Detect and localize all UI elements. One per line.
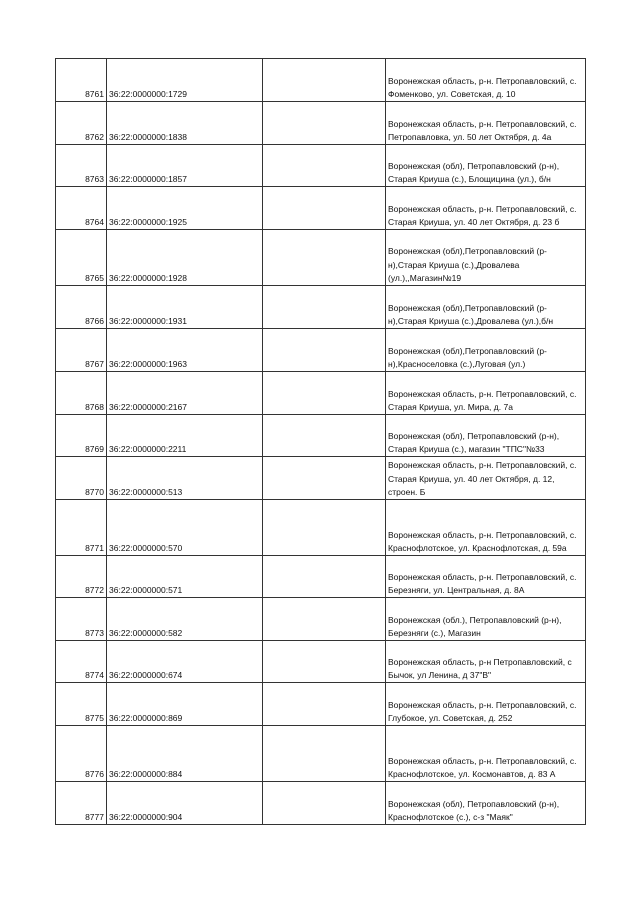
empty-cell	[263, 782, 386, 825]
cadastral-number-cell: 36:22:0000000:884	[107, 726, 263, 782]
cadastral-number-cell: 36:22:0000000:869	[107, 683, 263, 726]
table-row	[56, 59, 586, 102]
table-row	[56, 457, 586, 500]
row-number-cell: 8774	[56, 641, 107, 683]
address-cell: Воронежская область, р-н. Петропавловский, с. Краснофлотское, ул. Космонавтов, д. 83 А	[386, 726, 586, 782]
empty-cell	[263, 726, 386, 782]
cadastral-number-cell: 36:22:0000000:1931	[107, 286, 263, 329]
empty-cell	[263, 500, 386, 556]
address-cell: Воронежская (обл), Петропавловский (р-н), Краснофлотское (с.), с-з "Маяк"	[386, 782, 586, 825]
empty-cell	[263, 683, 386, 726]
empty-cell	[263, 598, 386, 641]
address-cell: Воронежская (обл), Петропавловский (р-н), Старая Криуша (с.), магазин "ТПС"№33	[386, 415, 586, 457]
cadastral-number-cell: 36:22:0000000:2167	[107, 372, 263, 415]
empty-cell	[263, 329, 386, 372]
address-cell: Воронежская область, р-н. Петропавловский, с. Краснофлотское, ул. Краснофлотская, д. 59а	[386, 500, 586, 556]
cadastral-number-cell: 36:22:0000000:1925	[107, 187, 263, 230]
cadastral-number-cell: 36:22:0000000:570	[107, 500, 263, 556]
address-cell: Воронежская область, р-н. Петропавловский, с. Старая Криуша, ул. Мира, д. 7а	[386, 372, 586, 415]
address-cell: Воронежская (обл.), Петропавловский (р-н), Березняги (с.), Магазин	[386, 598, 586, 641]
address-cell: Воронежская область, р-н. Петропавловский, с. Петропавловка, ул. 50 лет Октября, д. 4а	[386, 102, 586, 145]
empty-cell	[263, 102, 386, 145]
row-number-cell: 8773	[56, 598, 107, 641]
registry-table	[55, 58, 586, 825]
table-row	[56, 598, 586, 641]
table-row	[56, 230, 586, 286]
table-row	[56, 286, 586, 329]
row-number-cell: 8765	[56, 230, 107, 286]
cadastral-number-cell: 36:22:0000000:1838	[107, 102, 263, 145]
empty-cell	[263, 556, 386, 598]
row-number-cell: 8775	[56, 683, 107, 726]
row-number-cell: 8777	[56, 782, 107, 825]
address-cell: Воронежская область, р-н. Петропавловский, с. Березняги, ул. Центральная, д. 8А	[386, 556, 586, 598]
cadastral-number-cell: 36:22:0000000:1963	[107, 329, 263, 372]
row-number-cell: 8762	[56, 102, 107, 145]
table-row	[56, 641, 586, 683]
empty-cell	[263, 230, 386, 286]
empty-cell	[263, 187, 386, 230]
row-number-cell: 8772	[56, 556, 107, 598]
table-row	[56, 726, 586, 782]
table-row	[56, 500, 586, 556]
table-row	[56, 415, 586, 457]
cadastral-number-cell: 36:22:0000000:2211	[107, 415, 263, 457]
row-number-cell: 8768	[56, 372, 107, 415]
address-cell: Воронежская (обл),Петропавловский (р-н),Старая Криуша (с.),Дровалева (ул.),,Магазин№19	[386, 230, 586, 286]
address-cell: Воронежская область, р-н Петропавловский, с Бычок, ул Ленина, д 37"В"	[386, 641, 586, 683]
cadastral-number-cell: 36:22:0000000:674	[107, 641, 263, 683]
row-number-cell: 8761	[56, 59, 107, 102]
empty-cell	[263, 641, 386, 683]
table-row	[56, 187, 586, 230]
empty-cell	[263, 59, 386, 102]
address-cell: Воронежская (обл),Петропавловский (р-н),Старая Криуша (с.),Дровалева (ул.),б/н	[386, 286, 586, 329]
address-cell: Воронежская (обл),Петропавловский (р-н),Красноселовка (с.),Луговая (ул.)	[386, 329, 586, 372]
row-number-cell: 8776	[56, 726, 107, 782]
empty-cell	[263, 457, 386, 500]
empty-cell	[263, 286, 386, 329]
table-row	[56, 683, 586, 726]
table-row	[56, 782, 586, 825]
empty-cell	[263, 415, 386, 457]
cadastral-number-cell: 36:22:0000000:1928	[107, 230, 263, 286]
table-row	[56, 102, 586, 145]
address-cell: Воронежская (обл), Петропавловский (р-н), Старая Криуша (с.), Блощицина (ул.), б/н	[386, 145, 586, 187]
empty-cell	[263, 372, 386, 415]
row-number-cell: 8767	[56, 329, 107, 372]
address-cell: Воронежская область, р-н. Петропавловский, с. Фоменково, ул. Советская, д. 10	[386, 59, 586, 102]
cadastral-number-cell: 36:22:0000000:1857	[107, 145, 263, 187]
table-row	[56, 556, 586, 598]
table-row	[56, 329, 586, 372]
cadastral-number-cell: 36:22:0000000:513	[107, 457, 263, 500]
cadastral-number-cell: 36:22:0000000:582	[107, 598, 263, 641]
empty-cell	[263, 145, 386, 187]
cadastral-number-cell: 36:22:0000000:1729	[107, 59, 263, 102]
table-row	[56, 372, 586, 415]
row-number-cell: 8770	[56, 457, 107, 500]
row-number-cell: 8763	[56, 145, 107, 187]
registry-table-body	[56, 59, 586, 825]
row-number-cell: 8764	[56, 187, 107, 230]
address-cell: Воронежская область, р-н. Петропавловский, с. Старая Криуша, ул. 40 лет Октября, д. 23 б	[386, 187, 586, 230]
address-cell: Воронежская область, р-н. Петропавловский, с. Глубокое, ул. Советская, д. 252	[386, 683, 586, 726]
cadastral-number-cell: 36:22:0000000:904	[107, 782, 263, 825]
address-cell: Воронежская область, р-н. Петропавловский, с. Старая Криуша, ул. 40 лет Октября, д. 12, строен. Б	[386, 457, 586, 500]
table-row	[56, 145, 586, 187]
row-number-cell: 8769	[56, 415, 107, 457]
row-number-cell: 8771	[56, 500, 107, 556]
row-number-cell: 8766	[56, 286, 107, 329]
cadastral-number-cell: 36:22:0000000:571	[107, 556, 263, 598]
